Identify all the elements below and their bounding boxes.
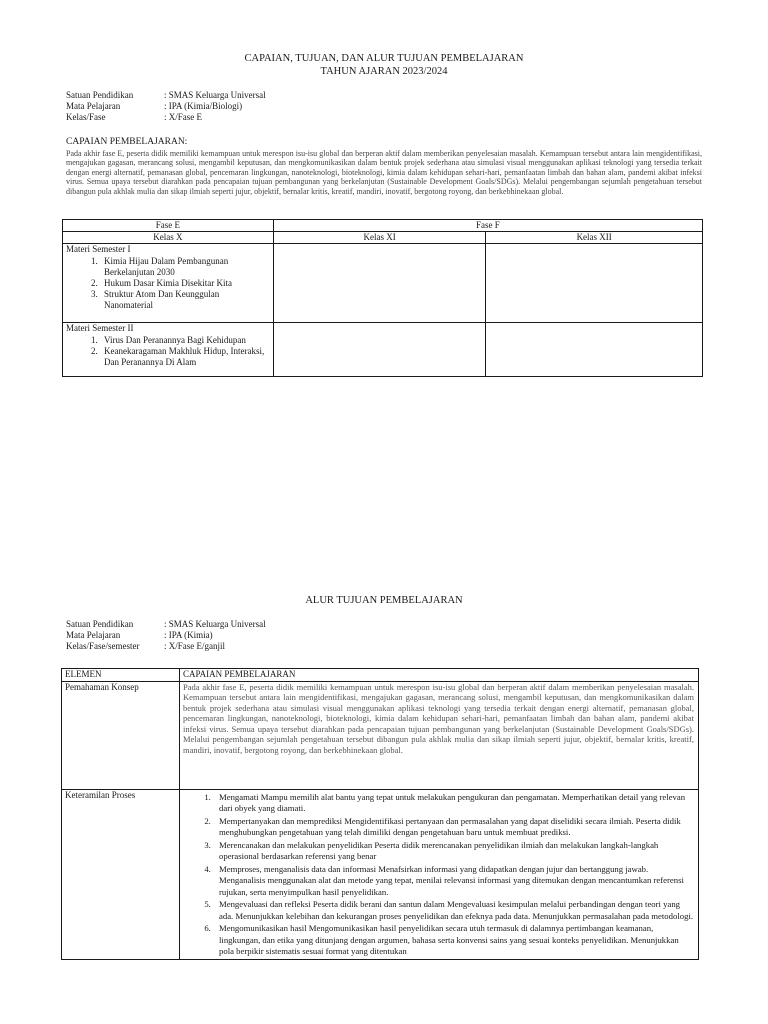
keterampilan-proses-list bbox=[183, 792, 695, 958]
list-item: 4. Memproses, menganalisis data dan informasi Menafsirkan informasi yang didapatkan dengan jujur dan bertanggung jawab. Menganalisis menggunakan alat dan metode yang tepat, menilai relevansi informasi yang ditemukan dengan mencantumkan referensi rujukan, serta menyimpulkan hasil penyelidikan. bbox=[213, 864, 695, 899]
document-meta bbox=[66, 90, 266, 123]
elemen-pemahaman-konsep: Pemahaman Konsep bbox=[62, 681, 180, 789]
list-item: 5. Mengevaluasi dan refleksi Peserta didik berani dan santun dalam Mengevaluasi kesimpulan melalui perbandingan dengan teori yang ada. Menunjukkan kelebihan dan kekurangan proses penyelidikan dan efeknya pada data. Menunjukkan permasalahan pada metodologi. bbox=[213, 899, 695, 922]
fase-f-header: Fase F bbox=[273, 220, 702, 232]
meta-key: Kelas/Fase bbox=[66, 112, 106, 122]
elemen-header: ELEMEN bbox=[62, 669, 180, 682]
meta-key: Satuan Pendidikan bbox=[66, 619, 134, 629]
meta-key: Mata Pelajaran bbox=[66, 101, 121, 111]
meta-value: : X/Fase E bbox=[164, 112, 202, 122]
kelas-xii-semester-1-cell bbox=[486, 244, 703, 323]
meta-row bbox=[66, 630, 266, 641]
fase-e-header: Fase E bbox=[63, 220, 274, 232]
meta-value: : SMAS Keluarga Universal bbox=[164, 90, 266, 100]
semester-1-cell bbox=[63, 244, 274, 323]
keterampilan-proses-cell bbox=[180, 789, 699, 959]
list-item: 1. Kimia Hijau Dalam Pembangunan Berkelanjutan 2030 bbox=[100, 256, 270, 278]
list-item: 2. Hukum Dasar Kimia Disekitar Kita bbox=[100, 278, 270, 289]
list-item: 3. Struktur Atom Dan Keunggulan Nanomaterial bbox=[100, 289, 270, 311]
list-item: 3. Merencanakan dan melakukan penyelidikan Peserta didik merencanakan penyelidikan ilmiah dan melakukan langkah-langkah operasional berdasarkan referensi yang benar bbox=[213, 840, 695, 863]
fase-table bbox=[62, 219, 703, 377]
page-title: ALUR TUJUAN PEMBELAJARAN bbox=[305, 595, 463, 606]
kelas-xi-semester-2-cell bbox=[273, 323, 486, 377]
cp-paragraph: Pada akhir fase E, peserta didik memiliki kemampuan untuk merespon isu-isu global dan berperan aktif dalam memberikan penyelesaian masalah. Kemampuan tersebut antara lain mengidentifikasi, mengajukan gagasan, merancang solusi, mengambil keputusan, dan mengkomunikasikan dalam bentuk projek sederhana atau simulasi visual menggunakan aplikasi teknologi yang tersedia terkait dengan energi alternatif, pemanasan global, pencemaran lingkungan, nanoteknologi, bioteknologi, kimia dalam kehidupan sehari-hari, pemanfaatan limbah dan bahan alam, pandemi akibat infeksi virus. Semua upaya tersebut diarahkan pada pencapaian tujuan pembangunan yang berkelanjutan (Sustainable Development Goals/SDGs). Melalui pengembangan sejumlah pengetahuan tersebut dibangun pula akhlak mulia dan sikap ilmiah seperti jujur, objektif, bernalar kritis, kreatif, mandiri, inovatif, bergotong royong, dan berkebhinekaan global. bbox=[66, 149, 702, 196]
meta-row bbox=[66, 112, 266, 123]
cp-header: CAPAIAN PEMBELAJARAN bbox=[180, 669, 699, 682]
kelas-xii-header: Kelas XII bbox=[486, 232, 703, 244]
kelas-x-header: Kelas X bbox=[63, 232, 274, 244]
meta-row bbox=[66, 90, 266, 101]
meta-row bbox=[66, 619, 266, 630]
title-line-2: TAHUN AJARAN 2023/2024 bbox=[320, 66, 448, 77]
meta-key: Kelas/Fase/semester bbox=[66, 641, 140, 651]
title-line-1: CAPAIAN, TUJUAN, DAN ALUR TUJUAN PEMBELAJARAN bbox=[244, 53, 524, 64]
alur-table bbox=[61, 668, 699, 960]
meta-value: : IPA (Kimia/Biologi) bbox=[164, 101, 243, 111]
meta-value: : SMAS Keluarga Universal bbox=[164, 619, 266, 629]
pemahaman-konsep-text: Pada akhir fase E, peserta didik memiliki kemampuan untuk merespon isu-isu global dan berperan aktif dalam memberikan penyelesaian masalah. Kemampuan tersebut antara lain mengidentifikasi, mengajukan gagasan, merancang solusi, mengambil keputusan, dan mengkomunikasikan dalam bentuk projek sederhana atau simulasi visual menggunakan aplikasi teknologi yang tersedia terkait dengan energi alternatif, pemanasan global, pencemaran lingkungan, nanoteknologi, bioteknologi, kimia dalam kehidupan sehari-hari, pemanfaatan limbah dan bahan alam, pandemi akibat infeksi virus. Semua upaya tersebut diarahkan pada pencapaian tujuan pembangunan yang berkelanjutan (Sustainable Development Goals/SDGs). Melalui pengembangan sejumlah pengetahuan tersebut dibangun pula akhlak mulia dan sikap ilmiah seperti jujur, objektif, bernalar kritis, kreatif, mandiri, inovatif, bergotong royong, dan berkebhinekaan global. bbox=[180, 681, 699, 789]
kelas-xi-header: Kelas XI bbox=[273, 232, 486, 244]
meta-key: Satuan Pendidikan bbox=[66, 90, 134, 100]
elemen-keterampilan-proses: Keteramilan Proses bbox=[62, 789, 180, 959]
semester-1-label: Materi Semester I bbox=[66, 244, 131, 254]
document-page-2 bbox=[0, 530, 768, 1024]
semester-2-list bbox=[66, 335, 270, 368]
cp-heading: CAPAIAN PEMBELAJARAN: bbox=[66, 137, 188, 147]
list-item: 2. Keanekaragaman Makhluk Hidup, Interaksi, Dan Peranannya Di Alam bbox=[100, 346, 270, 368]
list-item: 1. Mengamati Mampu memilih alat bantu yang tepat untuk melakukan pengukuran dan pengamatan. Memperhatikan detail yang relevan dari obyek yang diamati. bbox=[213, 792, 695, 815]
page-title bbox=[0, 52, 768, 78]
meta-key: Mata Pelajaran bbox=[66, 630, 121, 640]
kelas-xi-semester-1-cell bbox=[273, 244, 486, 323]
document-meta bbox=[66, 619, 266, 652]
semester-2-cell bbox=[63, 323, 274, 377]
list-item: 2. Mempertanyakan dan memprediksi Mengidentifikasi pertanyaan dan permasalahan yang dapat diselidiki secara ilmiah. Peserta didik menghubungkan pengetahuan yang telah dimiliki dengan pengetahuan baru untuk membuat prediksi. bbox=[213, 816, 695, 839]
meta-row bbox=[66, 641, 266, 652]
meta-value: : IPA (Kimia) bbox=[164, 630, 213, 640]
list-item: 1. Virus Dan Peranannya Bagi Kehidupan bbox=[100, 335, 270, 346]
semester-1-list bbox=[66, 256, 270, 311]
semester-2-label: Materi Semester II bbox=[66, 323, 134, 333]
kelas-xii-semester-2-cell bbox=[486, 323, 703, 377]
meta-row bbox=[66, 101, 266, 112]
list-item: 6. Mengomunikasikan hasil Mengomunikasikan hasil penyelidikan secara utuh termasuk di dalamnya pertimbangan keamanan, lingkungan, dan etika yang ditunjang dengan argumen, bahasa serta konvensi sains yang sesuai konteks penyelidikan. Menunjukkan pola berpikir sistematis sesuai format yang ditentukan bbox=[213, 923, 695, 958]
meta-value: : X/Fase E/ganjil bbox=[164, 641, 225, 651]
